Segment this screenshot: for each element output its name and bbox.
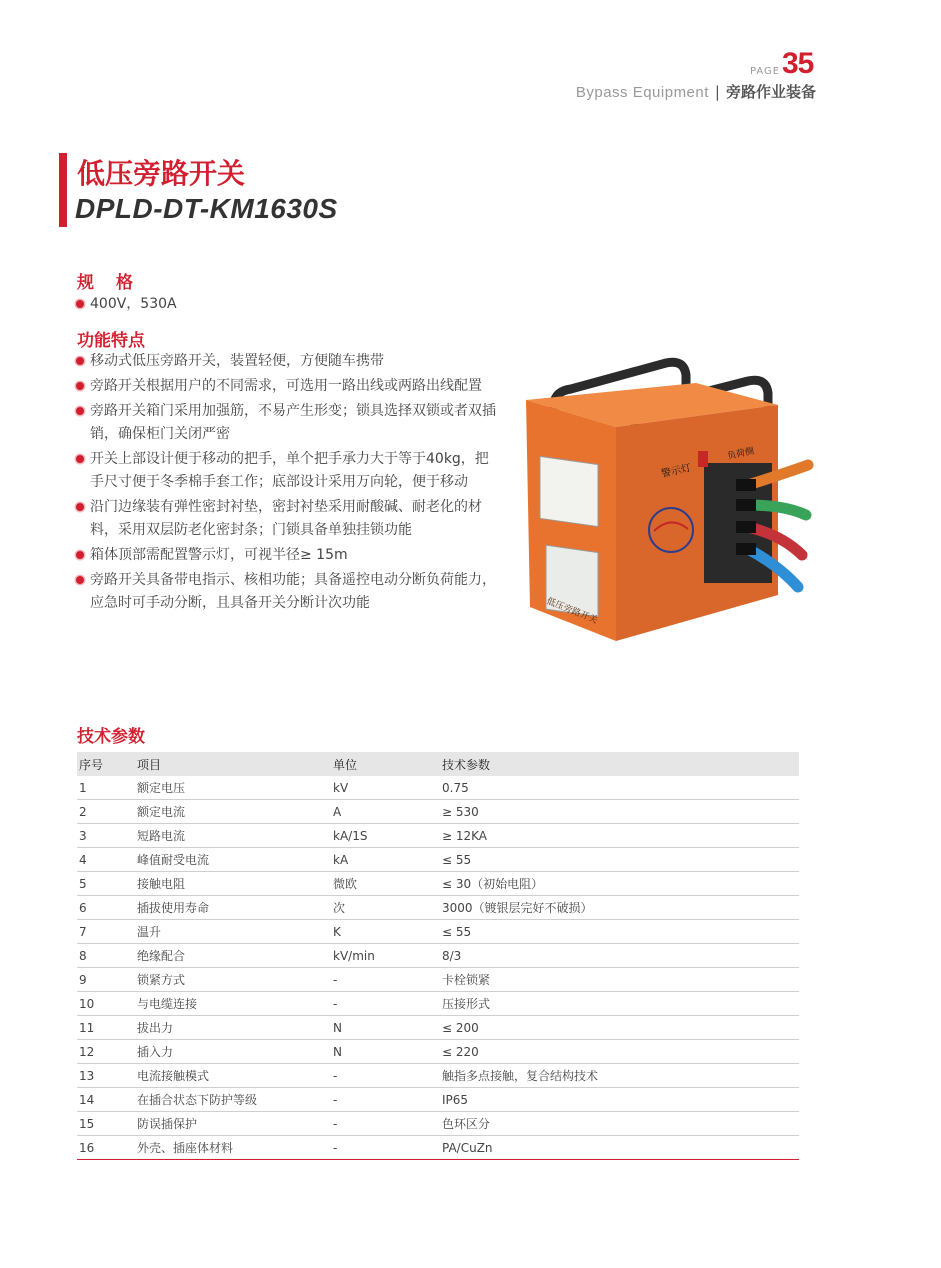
tech-heading: 技术参数	[77, 727, 145, 747]
list-item-text: 沿门边缘装有弹性密封衬垫，密封衬垫采用耐酸碱、耐老化的材料，采用双层防老化密封条；门锁具备单独挂锁功能	[90, 499, 482, 538]
cell-value: 3000（镀银层完好不破损）	[440, 896, 799, 920]
table-row	[77, 1136, 799, 1160]
load-side-label: 负荷侧	[726, 446, 756, 462]
cell-unit: A	[331, 800, 440, 824]
cell-value: ≤ 220	[440, 1040, 799, 1064]
cell-item: 峰值耐受电流	[135, 848, 331, 872]
cell-unit: K	[331, 920, 440, 944]
cell-index: 2	[77, 800, 135, 824]
bullet-icon	[76, 300, 84, 308]
table-row	[77, 800, 799, 824]
list-item-text: 箱体顶部需配置警示灯，可视半径≥ 15m	[90, 547, 348, 563]
cell-unit: 微欧	[331, 872, 440, 896]
cell-value: ≤ 55	[440, 920, 799, 944]
cell-unit: kV/min	[331, 944, 440, 968]
cell-index: 5	[77, 872, 135, 896]
page-number: 35	[782, 47, 814, 80]
cell-item: 额定电流	[135, 800, 331, 824]
model-number: DPLD-DT-KM1630S	[75, 193, 338, 224]
bullet-icon	[76, 407, 84, 415]
cell-index: 14	[77, 1088, 135, 1112]
cell-item: 防误插保护	[135, 1112, 331, 1136]
table-row	[77, 848, 799, 872]
cell-index: 8	[77, 944, 135, 968]
cell-unit: kA/1S	[331, 824, 440, 848]
list-item	[76, 544, 496, 567]
cell-index: 16	[77, 1136, 135, 1160]
table-row	[77, 920, 799, 944]
cell-item: 接触电阻	[135, 872, 331, 896]
table-row	[77, 776, 799, 800]
cell-index: 1	[77, 776, 135, 800]
cell-value: 卡栓锁紧	[440, 968, 799, 992]
list-item	[76, 350, 496, 373]
cell-item: 额定电压	[135, 776, 331, 800]
list-item-text: 旁路开关箱门采用加强筋，不易产生形变；锁具选择双锁或者双插销，确保柜门关闭严密	[90, 403, 496, 442]
cell-index: 7	[77, 920, 135, 944]
cell-index: 4	[77, 848, 135, 872]
list-item-text: 开关上部设计便于移动的把手，单个把手承力大于等于40kg，把手尺寸便于冬季棉手套工作；底部设计采用万向轮，便于移动	[90, 451, 489, 490]
cell-item: 在插合状态下防护等级	[135, 1088, 331, 1112]
category-en: Bypass Equipment	[575, 84, 709, 101]
meter-window	[540, 456, 598, 526]
table-row	[77, 1064, 799, 1088]
bullet-icon	[76, 382, 84, 390]
col-header-index: 序号	[77, 752, 135, 776]
cell-item: 电流接触模式	[135, 1064, 331, 1088]
cell-unit: N	[331, 1016, 440, 1040]
title-accent-bar	[59, 153, 67, 227]
page-label: PAGE	[750, 66, 781, 77]
table-row	[77, 872, 799, 896]
col-header-unit: 单位	[331, 752, 440, 776]
cell-value: 0.75	[440, 776, 799, 800]
list-item	[76, 293, 496, 316]
table-row	[77, 1112, 799, 1136]
cell-item: 拔出力	[135, 1016, 331, 1040]
cell-item: 短路电流	[135, 824, 331, 848]
table-row	[77, 824, 799, 848]
cell-unit: 次	[331, 896, 440, 920]
cell-unit: -	[331, 1088, 440, 1112]
cell-unit: kV	[331, 776, 440, 800]
warning-light	[698, 451, 708, 467]
cell-value: 色环区分	[440, 1112, 799, 1136]
cell-value: ≥ 12KA	[440, 824, 799, 848]
cell-item: 与电缆连接	[135, 992, 331, 1016]
cell-value: ≤ 30（初始电阻）	[440, 872, 799, 896]
cell-unit: -	[331, 1064, 440, 1088]
list-item-text: 旁路开关具备带电指示、核相功能；具备遥控电动分断负荷能力，应急时可手动分断，且具备开关分断计次功能	[90, 572, 496, 611]
list-item-text: 400V，530A	[90, 296, 177, 312]
table-row	[77, 896, 799, 920]
list-item	[76, 448, 496, 494]
table-row	[77, 1016, 799, 1040]
cell-unit: -	[331, 968, 440, 992]
cell-item: 温升	[135, 920, 331, 944]
cell-index: 11	[77, 1016, 135, 1040]
list-item	[76, 569, 496, 615]
table-header-row	[77, 752, 799, 776]
cell-unit: -	[331, 992, 440, 1016]
bullet-icon	[76, 455, 84, 463]
cell-index: 15	[77, 1112, 135, 1136]
cell-value: ≤ 55	[440, 848, 799, 872]
table-row	[77, 1040, 799, 1064]
cell-index: 6	[77, 896, 135, 920]
spec-list	[76, 293, 496, 318]
cell-index: 10	[77, 992, 135, 1016]
cell-item: 插拔使用寿命	[135, 896, 331, 920]
cell-item: 插入力	[135, 1040, 331, 1064]
product-image	[516, 355, 816, 645]
cell-value: 8/3	[440, 944, 799, 968]
cell-unit: N	[331, 1040, 440, 1064]
cell-item: 锁紧方式	[135, 968, 331, 992]
features-list	[76, 350, 496, 617]
cell-index: 3	[77, 824, 135, 848]
col-header-item: 项目	[135, 752, 331, 776]
box-label: 低压旁路开关	[544, 596, 599, 627]
tech-table	[77, 752, 799, 1160]
list-item-text: 移动式低压旁路开关，装置轻便，方便随车携带	[90, 353, 384, 369]
cell-index: 9	[77, 968, 135, 992]
cell-item: 绝缘配合	[135, 944, 331, 968]
running-header	[576, 81, 816, 102]
cell-value: IP65	[440, 1088, 799, 1112]
bullet-icon	[76, 551, 84, 559]
bullet-icon	[76, 576, 84, 584]
table-row	[77, 944, 799, 968]
table-row	[77, 992, 799, 1016]
list-item-text: 旁路开关根据用户的不同需求，可选用一路出线或两路出线配置	[90, 378, 482, 394]
list-item	[76, 496, 496, 542]
bullet-icon	[76, 357, 84, 365]
features-heading: 功能特点	[77, 331, 145, 351]
list-item	[76, 375, 496, 398]
cell-value: 压接形式	[440, 992, 799, 1016]
bullet-icon	[76, 503, 84, 511]
header-separator: |	[714, 83, 720, 101]
category-cn: 旁路作业装备	[725, 83, 816, 101]
cell-unit: -	[331, 1112, 440, 1136]
table-row	[77, 1088, 799, 1112]
list-item	[76, 400, 496, 446]
cell-value: ≥ 530	[440, 800, 799, 824]
cell-value: ≤ 200	[440, 1016, 799, 1040]
cell-unit: -	[331, 1136, 440, 1160]
spec-heading: 规格	[77, 273, 155, 293]
cell-index: 12	[77, 1040, 135, 1064]
cell-value: 触指多点接触，复合结构技术	[440, 1064, 799, 1088]
cell-index: 13	[77, 1064, 135, 1088]
col-header-value: 技术参数	[440, 752, 799, 776]
cell-item: 外壳、插座体材料	[135, 1136, 331, 1160]
table-row	[77, 968, 799, 992]
warning-light-label: 警示灯	[660, 462, 692, 480]
cell-value: PA/CuZn	[440, 1136, 799, 1160]
page-title: 低压旁路开关	[77, 157, 246, 190]
cell-unit: kA	[331, 848, 440, 872]
